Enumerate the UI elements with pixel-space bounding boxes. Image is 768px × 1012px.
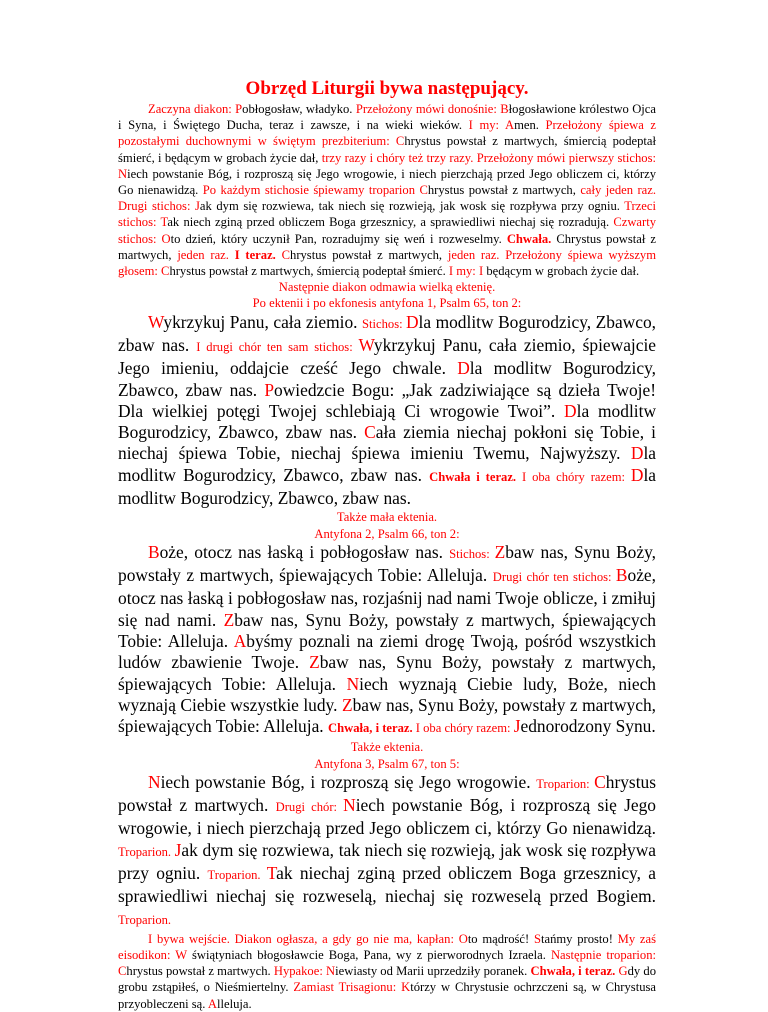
rubric-run: D xyxy=(405,311,419,332)
rubric-run: Stichos: xyxy=(362,316,406,331)
rubric-run: jeden raz. xyxy=(177,247,235,262)
text-run: iech powstanie Bóg, i rozproszą się Jego wrogowie, i niech pierzchają przed Jego obliczem ci, którzy Go nienawidzą. xyxy=(118,166,656,198)
rubric-run: Przełożony mówi donośnie: xyxy=(355,102,501,116)
text-run: iech wyznają Ciebie ludy, Boże, niech wyznają Ciebie wszystkie ludy. xyxy=(118,673,656,715)
rubric-run: Trzeci stichos: xyxy=(118,199,656,230)
rubric-run: N xyxy=(148,771,161,792)
rubric-run: C xyxy=(594,771,606,792)
rubric-run: Po każdym stichosie śpiewamy troparion xyxy=(202,183,420,198)
text-run: obłogosław, władyko. xyxy=(242,102,356,116)
text-run: iech powstanie Bóg, i rozproszą się Jego wrogowie, i niech pierzchają przed Jego obliczem ci, którzy Go nienawidzą. xyxy=(118,795,656,839)
rubric-run: B xyxy=(148,541,160,562)
rubric-run: Czwarty stichos: xyxy=(118,215,657,246)
text-run: hrystus powstał z martwych, śmiercią podeptał śmierć. xyxy=(169,264,449,279)
rubric-run: P xyxy=(264,379,275,400)
rubric-run: Troparion. xyxy=(118,912,172,927)
rubric-run: T xyxy=(160,215,168,230)
rubric-run: I drugi chór ten sam stichos: xyxy=(196,339,359,354)
rubric-run: I oba chóry razem: xyxy=(521,469,631,484)
rubric-run: C xyxy=(161,264,170,279)
text-run: hrystus powstał z martwych, xyxy=(427,183,581,198)
rubric-run: trzy razy i chóry też trzy razy. Przełożony mówi pierwszy stichos: xyxy=(321,150,656,165)
rubric-run: A xyxy=(504,118,515,133)
rubric-run: Troparion. xyxy=(207,867,267,882)
rubric-small-ektenia: Także mała ektenia. xyxy=(336,510,438,525)
rubric-run: cały jeden raz. Drugi stichos: xyxy=(118,183,656,214)
text-run: łogosławione królestwo Ojca i Syna, i Świętego Ducha, teraz i zawsze, i na wieki wieków. xyxy=(118,102,656,133)
rubric-antiphon-1-heading: Po ektenii i po ekfonesis antyfona 1, Psalm 65, ton 2: xyxy=(252,296,522,311)
rubric-great-ektenia: Następnie diakon odmawia wielką ektenię. xyxy=(278,280,496,295)
text-run: oże, otocz nas łaską i pobłogosław nas, rozjaśnij nad nami Twoje oblicze, i zmiłuj się nad nami. xyxy=(118,565,656,630)
text-run: hrystus powstał z martwych. xyxy=(118,771,656,816)
rubric-run: A xyxy=(233,630,247,651)
rubric-run: Z xyxy=(341,694,353,715)
rubric-run: Zaczyna diakon: xyxy=(148,102,236,116)
rubric-run: B xyxy=(500,102,509,116)
rubric-run: Chwała. xyxy=(506,231,557,246)
rubric-run: W xyxy=(175,948,187,963)
intro-paragraph xyxy=(118,101,656,279)
text-run: lleluja. xyxy=(216,996,252,1011)
rubric-run: C xyxy=(395,134,405,149)
rubric-run: N xyxy=(118,166,128,181)
rubric-run: J xyxy=(195,199,200,214)
text-run: to mądrość! xyxy=(467,931,534,946)
rubric-run: My zaś eisodikon: xyxy=(118,931,656,963)
text-run: la modlitw Bogurodzicy, Zbawco, zbaw nas. xyxy=(118,400,657,443)
rubric-run: Z xyxy=(494,541,506,562)
rubric-run: C xyxy=(419,183,428,198)
rubric-run: jeden raz. Przełożony śpiewa wyższym głosem: xyxy=(118,247,657,279)
text-run: to dzień, który uczynił Pan, rozradujmy się weń i rozweselmy. xyxy=(170,231,507,246)
text-run: dy do grobu zstąpiłeś, o Nieśmiertelny. xyxy=(118,964,656,995)
text-run: ak niech zginą przed obliczem Boga grzesznicy, a sprawiedliwi niechaj się rozradują. xyxy=(167,215,614,230)
rubric-run: W xyxy=(148,311,164,332)
rubric-run: D xyxy=(564,400,577,421)
text-run: ykrzykuj Panu, cała ziemio. xyxy=(163,311,363,332)
text-run: la modlitw Bogurodzicy, Zbawco, zbaw nas. xyxy=(118,311,656,355)
text-run: oże, otocz nas łaską i pobłogosław nas. xyxy=(159,541,450,562)
rubric-run: C xyxy=(118,964,127,979)
document-title: Obrzęd Liturgii bywa następujący. xyxy=(245,78,529,99)
rubric-run: Z xyxy=(309,652,320,673)
antiphon-2-text xyxy=(118,542,656,740)
rubric-run: D xyxy=(630,464,644,485)
text-run: iech powstanie Bóg, i rozproszą się Jego wrogowie. xyxy=(160,771,537,792)
rubric-run: Drugi chór ten stichos: xyxy=(492,570,616,585)
text-run: świątyniach błogosławcie Boga, Pana, wy z pierworodnych Izraela. xyxy=(186,948,551,963)
rubric-run: I teraz. xyxy=(234,247,282,262)
text-run: men. xyxy=(514,118,546,133)
rubric-run: Chwała i teraz. xyxy=(429,469,522,484)
text-run: hrystus powstał z martwych. xyxy=(126,964,274,979)
text-run: hrystus powstał z martwych, śmiercią podeptał śmierć, i będącym w grobach życie dał, xyxy=(118,134,656,165)
text-run: ała ziemia niechaj pokłoni się Tobie, i niechaj śpiewa Tobie, niechaj śpiewa imieniu Twemu, Najwyższy. xyxy=(118,422,656,464)
rubric-run: J xyxy=(174,839,182,860)
text-run: tańmy prosto! xyxy=(540,931,618,946)
rubric-antiphon-2-heading: Antyfona 2, Psalm 66, ton 2: xyxy=(314,526,460,541)
rubric-ektenia-3: Także ektenia. xyxy=(350,740,424,755)
closing-paragraph xyxy=(118,931,656,1012)
text-run: baw nas, Synu Boży, powstały z martwych, śpiewających Tobie: Alleluja. xyxy=(118,541,656,586)
rubric-run: A xyxy=(207,996,217,1011)
rubric-run: G xyxy=(618,964,628,979)
text-run: baw nas, Synu Boży, powstały z martwych, śpiewających Tobie: Alleluja. xyxy=(118,609,656,651)
text-run: ak niechaj zginą przed obliczem Boga grzesznicy, a sprawiedliwi niechaj się rozweselą, niechaj się rozweselą przed Bogiem. xyxy=(118,862,656,907)
rubric-run: N xyxy=(343,795,356,816)
rubric-run: I bywa wejście. Diakon ogłasza, a gdy go nie ma, kapłan: xyxy=(148,931,459,946)
rubric-run: Przełożony śpiewa z pozostałymi duchownymi w świętym prezbiterium: xyxy=(118,118,656,149)
text-run: baw nas, Synu Boży, powstały z martwych, śpiewających Tobie: Alleluja. xyxy=(118,694,656,737)
rubric-run: Chwała, i teraz. xyxy=(328,721,416,736)
rubric-run: Hypakoe: xyxy=(273,964,327,979)
rubric-run: Troparion. xyxy=(118,844,175,859)
rubric-run: C xyxy=(364,422,376,443)
text-run: ykrzykuj Panu, cała ziemio, śpiewajcie Jego imieniu, oddajcie cześć Jego chwale. xyxy=(118,334,657,379)
text-run: Chrystus powstał z martwych, xyxy=(118,231,656,262)
text-run: iewiasty od Marii uprzedziły poranek. xyxy=(335,964,531,979)
rubric-run: O xyxy=(458,931,468,946)
rubric-run: Z xyxy=(223,609,235,630)
rubric-run: Chwała, i teraz. xyxy=(530,964,619,979)
rubric-run: Troparion: xyxy=(536,776,595,791)
text-run: la modlitw Bogurodzicy, Zbawco, zbaw nas. xyxy=(118,443,656,485)
antiphon-3-text xyxy=(118,772,656,931)
rubric-run: Zamiast Trisagionu: xyxy=(293,980,402,995)
rubric-run: Następnie troparion: xyxy=(550,948,656,963)
rubric-run: N xyxy=(326,964,336,979)
text-run: baw nas, Synu Boży, powstały z martwych, śpiewających Tobie: Alleluja. xyxy=(118,652,656,694)
rubric-run: I my: I xyxy=(448,264,487,279)
rubric-antiphon-3-heading: Antyfona 3, Psalm 67, ton 5: xyxy=(314,756,460,771)
rubric-run: J xyxy=(513,716,521,737)
rubric-run: I my: xyxy=(468,118,505,133)
rubric-run: T xyxy=(266,862,277,883)
text-run: ak dym się rozwiewa, tak niech się rozwieją, jak wosk się rozpływa przy ogniu. xyxy=(199,199,625,214)
text-run: la modlitw Bogurodzicy, Zbawco, zbaw nas. xyxy=(118,464,657,509)
rubric-run: I oba chóry razem: xyxy=(415,721,514,736)
rubric-run: P xyxy=(235,102,243,116)
text-run: la modlitw Bogurodzicy, Zbawco, zbaw nas. xyxy=(118,358,656,400)
text-run: byśmy poznali na ziemi drogę Twoją, pośród wszystkich ludów zbawienie Twoje. xyxy=(118,630,656,673)
rubric-run: D xyxy=(630,443,644,464)
rubric-run: D xyxy=(457,358,470,379)
rubric-run: C xyxy=(281,247,291,262)
text-run: ak dym się rozwiewa, tak niech się rozwieją, jak wosk się rozpływa przy ogniu. xyxy=(118,839,656,883)
rubric-run: O xyxy=(161,231,171,246)
rubric-run: K xyxy=(401,980,411,995)
text-run: tórzy w Chrystusie ochrzczeni są, w Chrystusa przyobleczeni są. xyxy=(118,980,656,1011)
text-run: hrystus powstał z martwych, xyxy=(290,247,448,262)
rubric-run: Stichos: xyxy=(449,546,495,561)
rubric-run: Drugi chór: xyxy=(275,800,344,815)
text-run: będącym w grobach życie dał. xyxy=(486,264,640,279)
rubric-run: B xyxy=(615,565,628,586)
rubric-run: W xyxy=(358,334,374,355)
text-run: owiedzcie Bogu: „Jak zadziwiające są dzieła Twoje! Dla wielkiej potęgi Twojej schlebiają Ci wrogowie Twoi”. xyxy=(118,379,657,421)
antiphon-1-text xyxy=(118,312,656,510)
rubric-run: S xyxy=(533,931,541,946)
text-run: ednorodzony Synu. xyxy=(520,716,656,737)
rubric-run: N xyxy=(346,673,360,694)
